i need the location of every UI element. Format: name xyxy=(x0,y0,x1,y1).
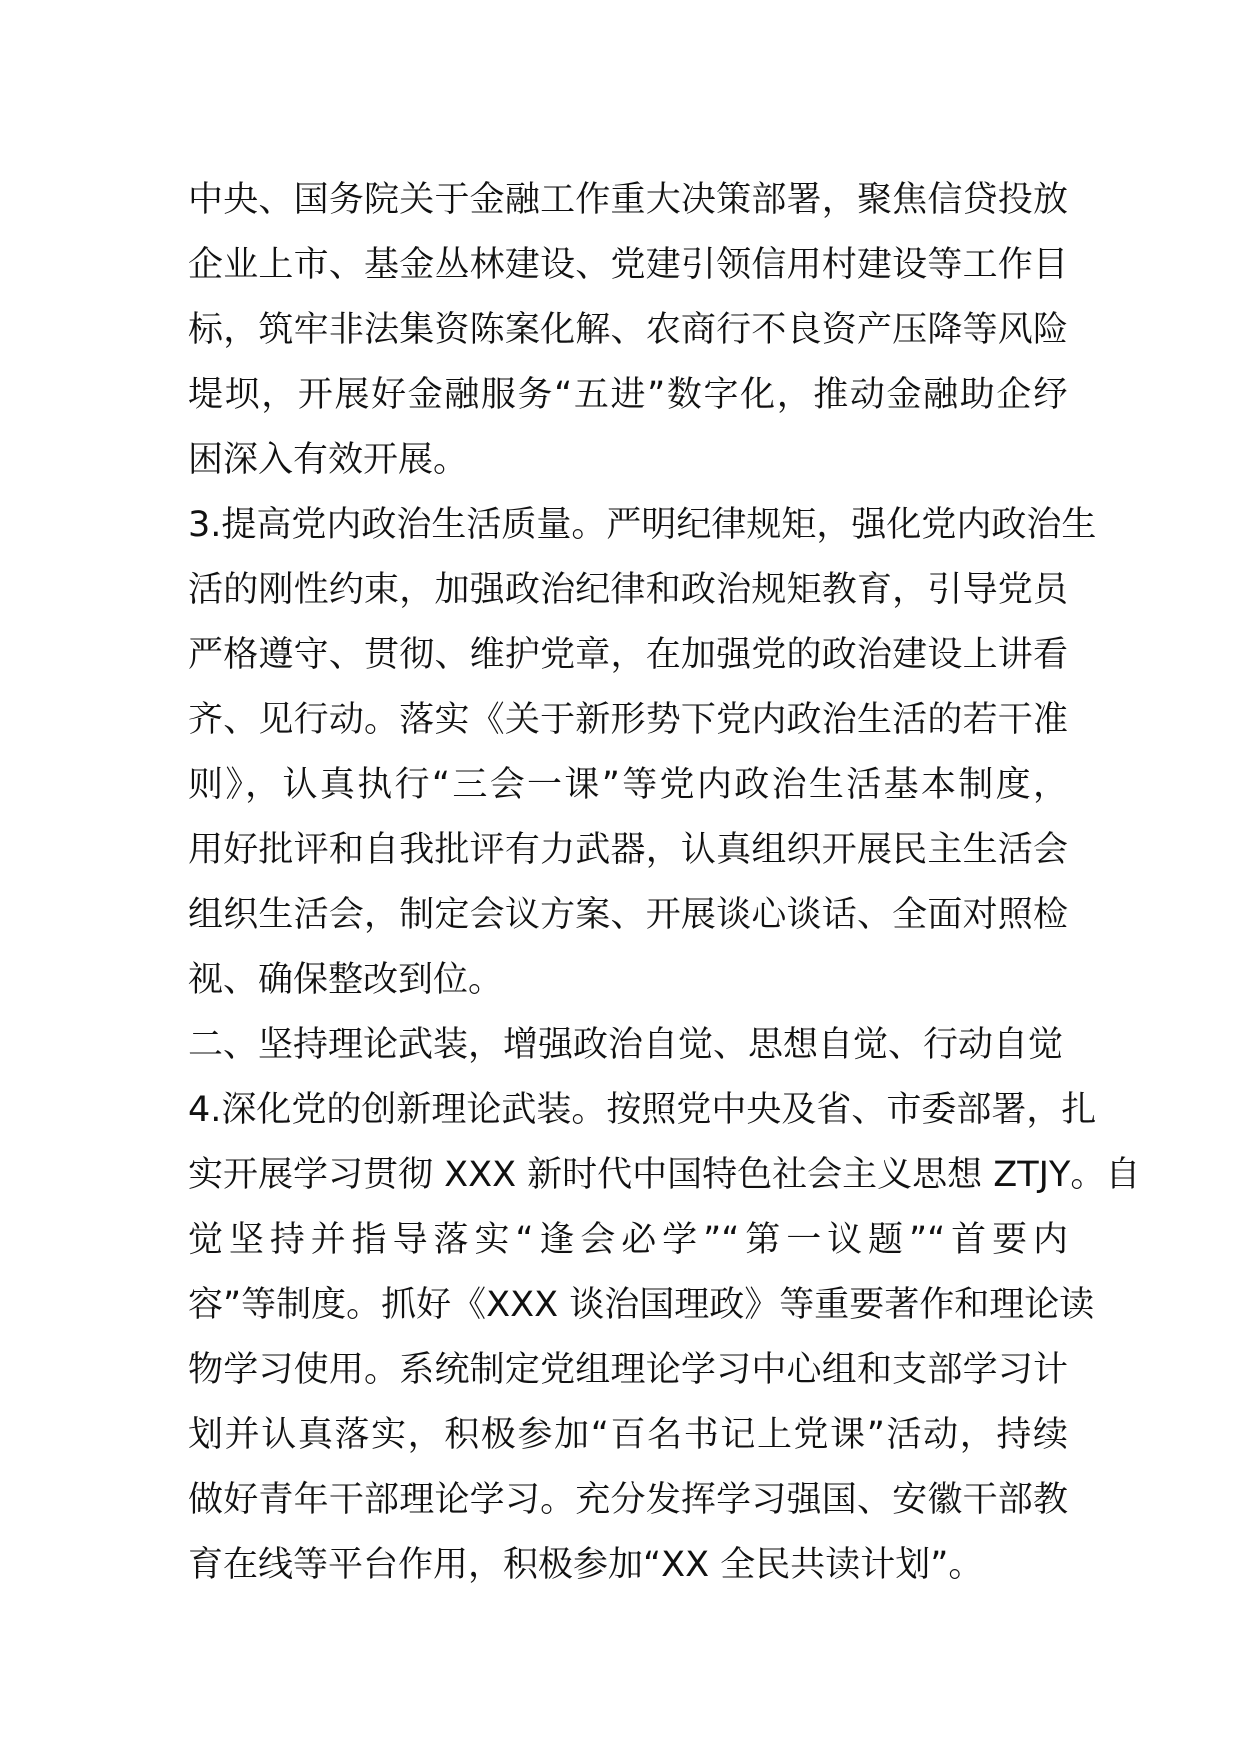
text-line: 容”等制度。抓好《XXX 谈治国理政》等重要著作和理论读 xyxy=(188,1285,1095,1325)
text-line: 严格遵守、贯彻、维护党章，在加强党的政治建设上讲看 xyxy=(188,635,1068,675)
text-line: 则》，认真执行“三会一课”等党内政治生活基本制度， xyxy=(188,765,1068,805)
text-line: 标，筑牢非法集资陈案化解、农商行不良资产压降等风险 xyxy=(188,310,1068,350)
document-body xyxy=(188,168,1141,1598)
text-line: 实开展学习贯彻 XXX 新时代中国特色社会主义思想 ZTJY。自 xyxy=(188,1155,1141,1195)
text-line: 企业上市、基金丛林建设、党建引领信用村建设等工作目 xyxy=(188,245,1068,285)
text-line: 视、确保整改到位。 xyxy=(188,960,504,1000)
text-line: 做好青年干部理论学习。充分发挥学习强国、安徽干部教 xyxy=(188,1480,1068,1520)
text-line: 困深入有效开展。 xyxy=(188,440,469,480)
text-line: 活的刚性约束，加强政治纪律和政治规矩教育，引导党员 xyxy=(188,570,1068,610)
text-line: 二、坚持理论武装，增强政治自觉、思想自觉、行动自觉 xyxy=(188,1025,1064,1065)
text-line: 中央、国务院关于金融工作重大决策部署，聚焦信贷投放 xyxy=(188,180,1068,220)
text-line: 堤坝，开展好金融服务“五进”数字化，推动金融助企纾 xyxy=(188,375,1068,415)
text-line: 物学习使用。系统制定党组理论学习中心组和支部学习计 xyxy=(188,1350,1068,1390)
text-line: 齐、见行动。落实《关于新形势下党内政治生活的若干准 xyxy=(188,700,1068,740)
text-line: 划并认真落实，积极参加“百名书记上党课”活动，持续 xyxy=(188,1415,1068,1455)
text-line: 觉坚持并指导落实“逢会必学”“第一议题”“首要内 xyxy=(188,1220,1068,1260)
text-line: 用好批评和自我批评有力武器，认真组织开展民主生活会 xyxy=(188,830,1068,870)
text-line: 3.提高党内政治生活质量。严明纪律规矩，强化党内政治生 xyxy=(188,505,1097,545)
text-line: 组织生活会，制定会议方案、开展谈心谈话、全面对照检 xyxy=(188,895,1068,935)
text-line: 育在线等平台作用，积极参加“XX 全民共读计划”。 xyxy=(188,1545,984,1585)
text-line: 4.深化党的创新理论武装。按照党中央及省、市委部署，扎 xyxy=(188,1090,1097,1130)
